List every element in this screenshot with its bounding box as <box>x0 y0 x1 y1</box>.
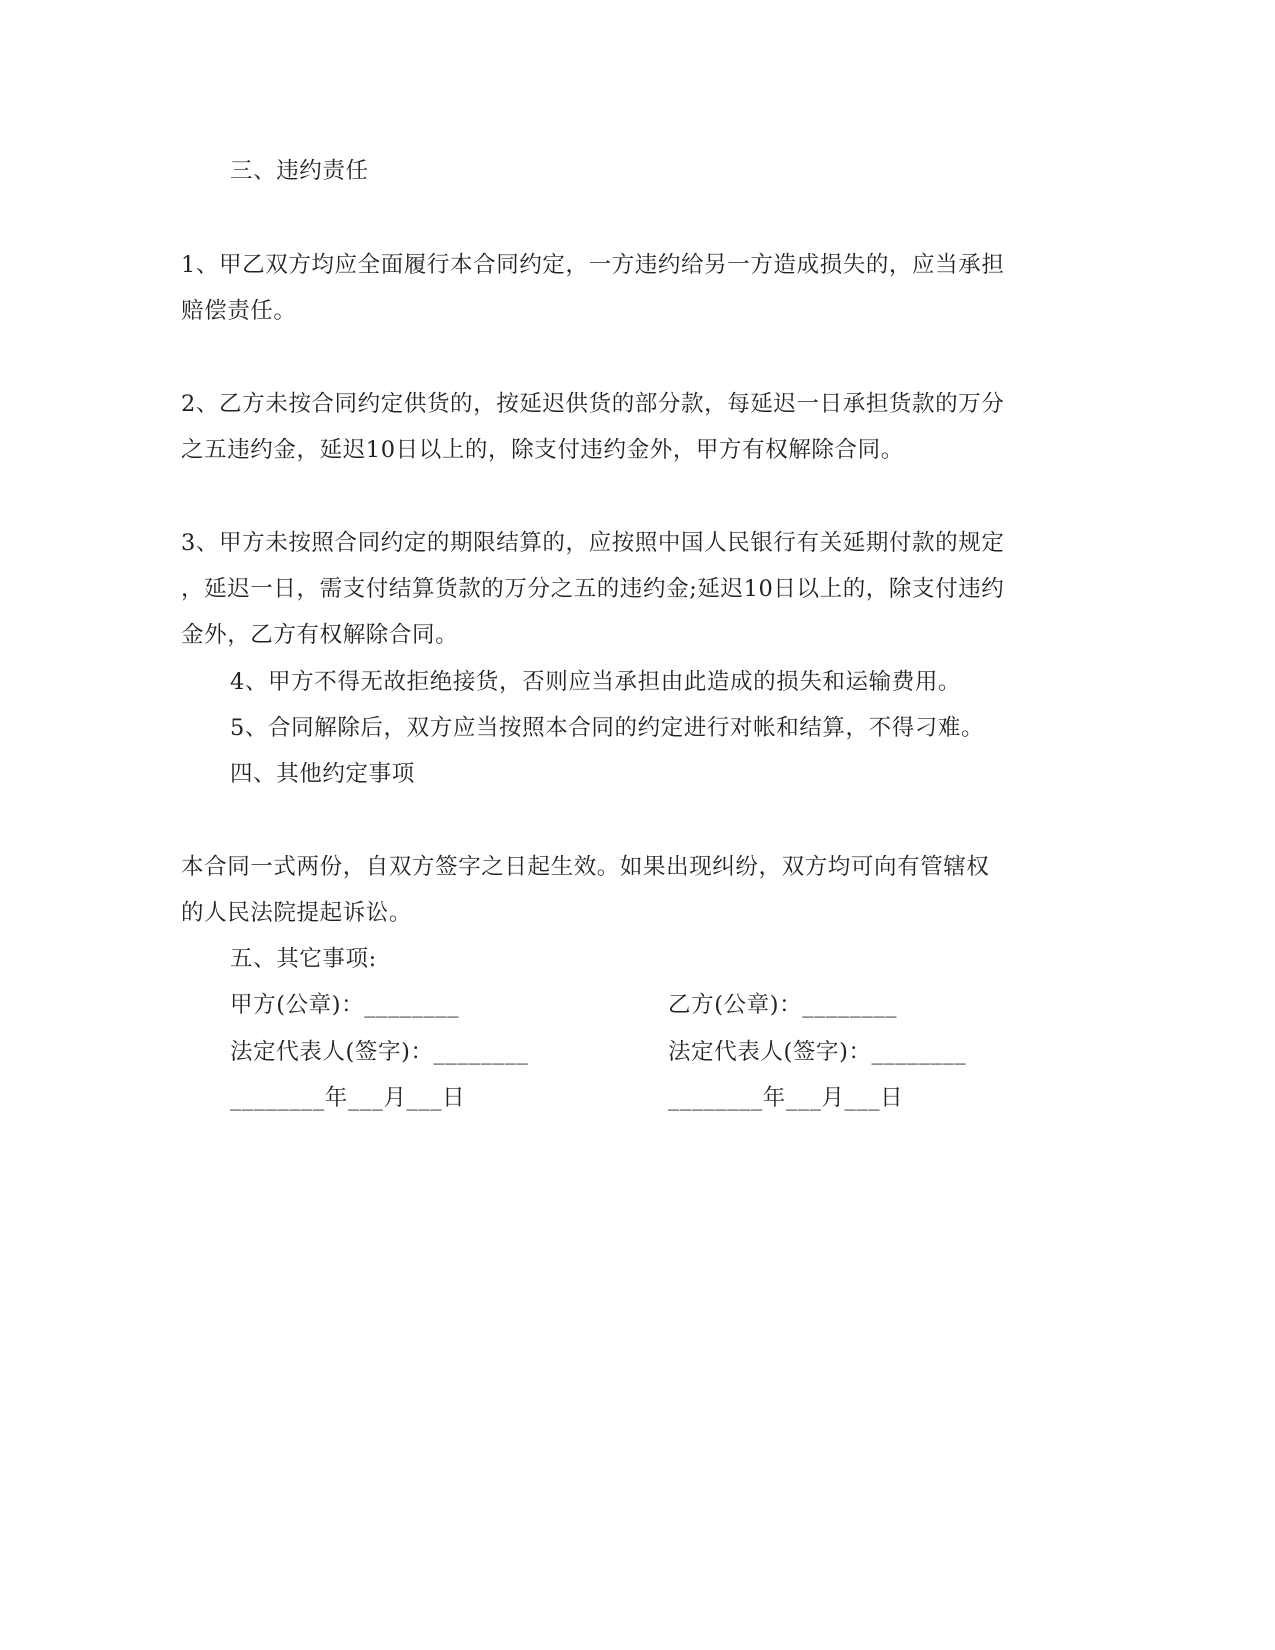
section-4-text-line-1: 本合同一式两份，自双方签字之日起生效。如果出现纠纷，双方均可向有管辖权 <box>181 854 990 880</box>
party-b-date-field: ________年___月___日 <box>668 1085 904 1111</box>
clause-4: 4、甲方不得无故拒绝接货，否则应当承担由此造成的损失和运输费用。 <box>230 669 962 695</box>
clause-1-line-2: 赔偿责任。 <box>181 298 297 324</box>
clause-3-line-3: 金外，乙方有权解除合同。 <box>181 622 459 648</box>
clause-2-line-2: 之五违约金，延迟10日以上的，除支付违约金外，甲方有权解除合同。 <box>181 437 904 463</box>
section-heading-breach-liability: 三、违约责任 <box>230 158 369 184</box>
party-a-date-field: ________年___月___日 <box>230 1085 466 1111</box>
party-b-seal-field: 乙方(公章)：________ <box>668 992 898 1018</box>
party-a-representative-field: 法定代表人(签字)：________ <box>230 1039 529 1065</box>
party-a-seal-field: 甲方(公章)：________ <box>230 992 460 1018</box>
clause-3-line-2: ，延迟一日，需支付结算货款的万分之五的违约金;延迟10日以上的，除支付违约 <box>181 576 1005 602</box>
section-4-text-line-2: 的人民法院提起诉讼。 <box>181 900 413 926</box>
clause-1-line-1: 1、甲乙双方均应全面履行本合同约定，一方违约给另一方造成损失的，应当承担 <box>181 252 1005 278</box>
party-b-representative-field: 法定代表人(签字)：________ <box>668 1039 967 1065</box>
clause-2-line-1: 2、乙方未按合同约定供货的，按延迟供货的部分款，每延迟一日承担货款的万分 <box>181 391 1005 417</box>
clause-3-line-1: 3、甲方未按照合同约定的期限结算的，应按照中国人民银行有关延期付款的规定 <box>181 530 1005 556</box>
section-heading-other-agreements: 四、其他约定事项 <box>230 761 415 787</box>
clause-5: 5、合同解除后，双方应当按照本合同的约定进行对帐和结算，不得刁难。 <box>230 715 985 741</box>
section-heading-other-matters: 五、其它事项: <box>230 946 377 972</box>
